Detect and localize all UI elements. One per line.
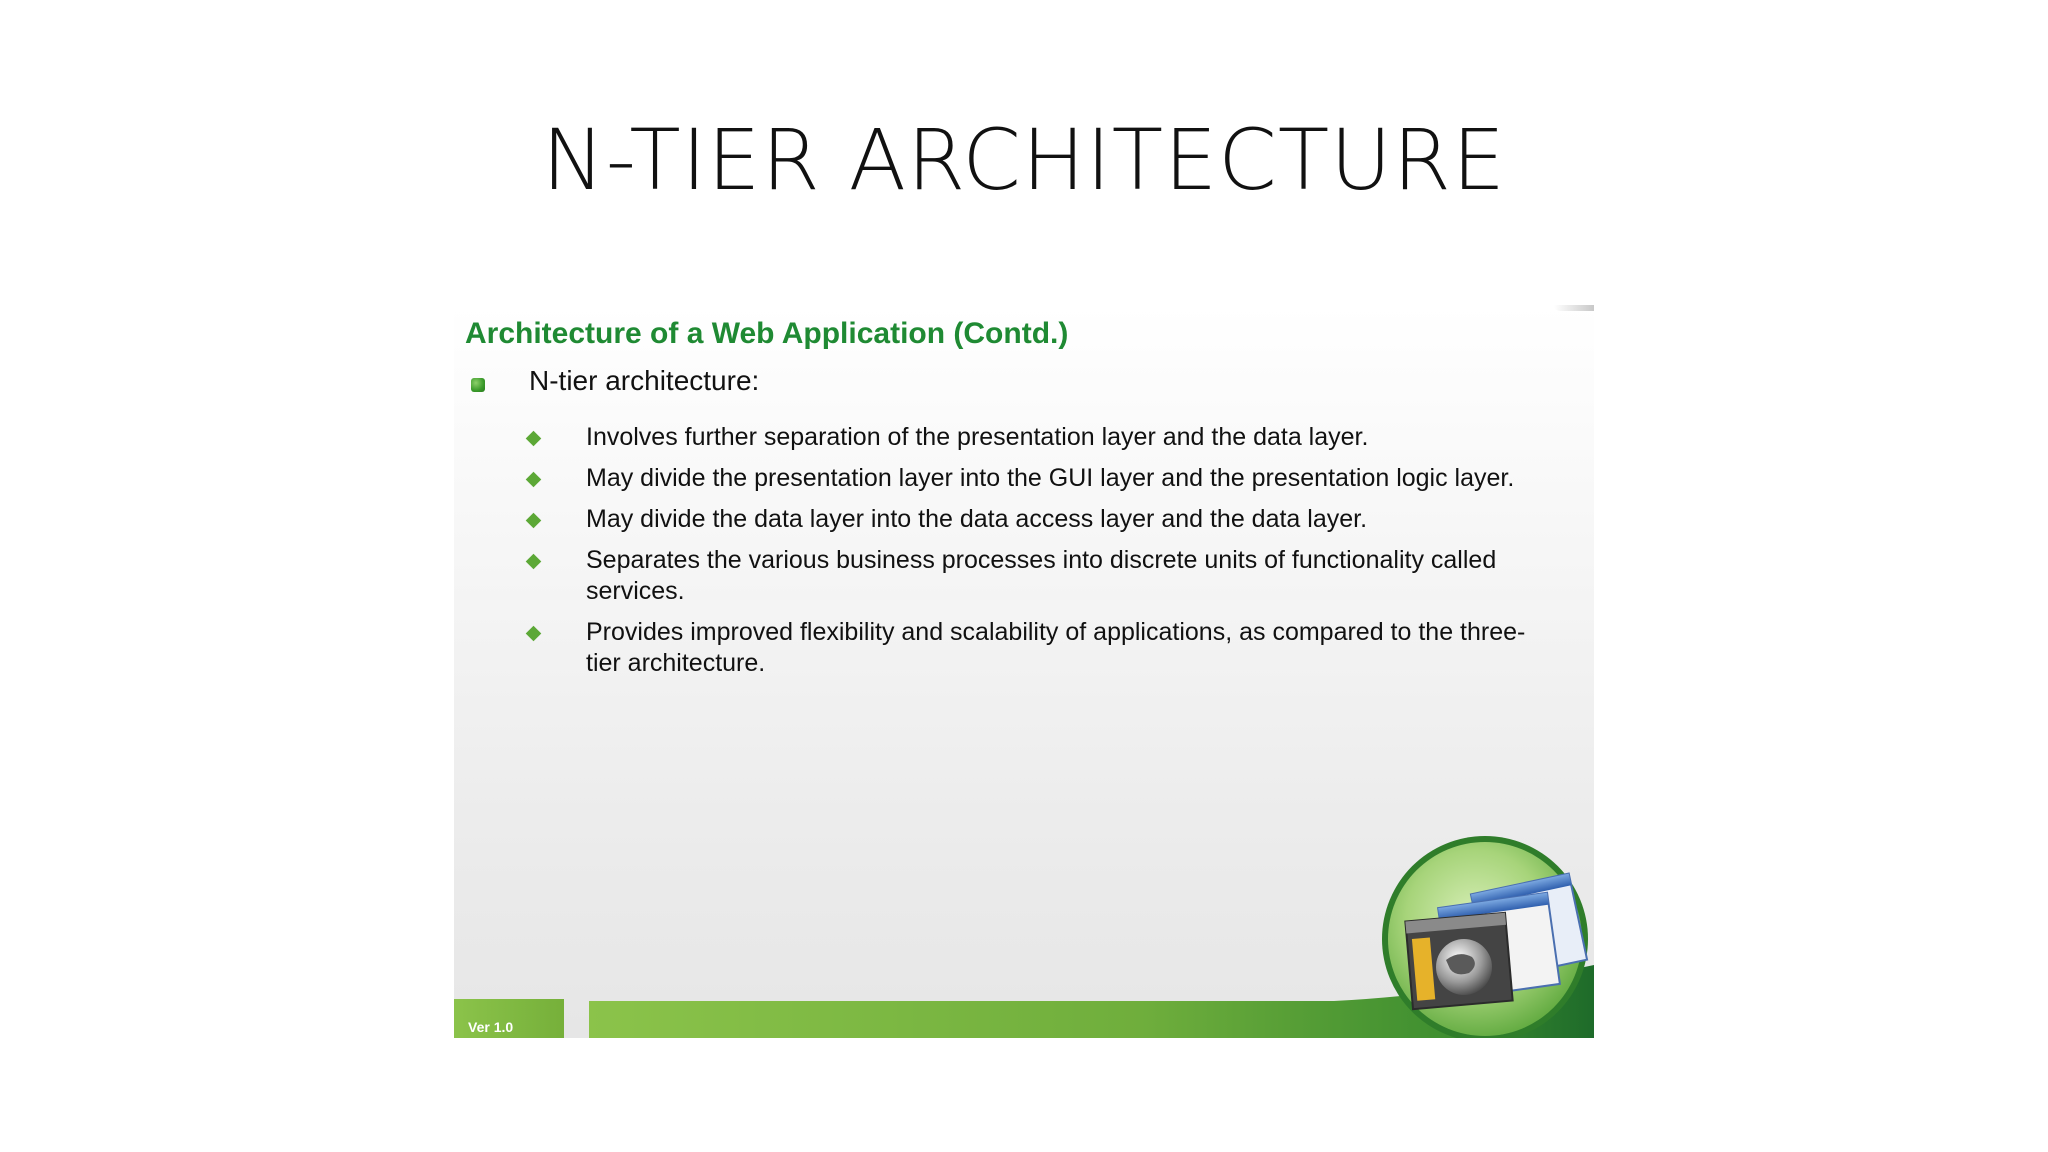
embedded-slide-image (454, 305, 1594, 1038)
sub-bullet-text: May divide the data layer into the data access layer and the data layer. (586, 505, 1368, 533)
sub-bullet-text: May divide the presentation layer into the GUI layer and the presentation logic layer. (586, 464, 1515, 492)
footer-decoration (454, 305, 1594, 1038)
sub-bullet-text: Provides improved flexibility and scalability of applications, as compared to the three-tier architecture. (586, 618, 1526, 677)
embedded-slide-heading: Architecture of a Web Application (Contd.) (465, 317, 1069, 350)
sub-bullet-text: Separates the various business processes into discrete units of functionality called services. (586, 546, 1497, 605)
main-bullet-text: N-tier architecture: (529, 365, 760, 396)
version-label: Ver 1.0 (468, 1019, 514, 1035)
footer-version-tab (454, 999, 564, 1038)
slide-title: N-TIER ARCHITECTURE (541, 111, 1507, 209)
sub-bullet-text: Involves further separation of the presentation layer and the data layer. (586, 423, 1369, 451)
browser-windows-globe-icon (1382, 836, 1588, 1038)
